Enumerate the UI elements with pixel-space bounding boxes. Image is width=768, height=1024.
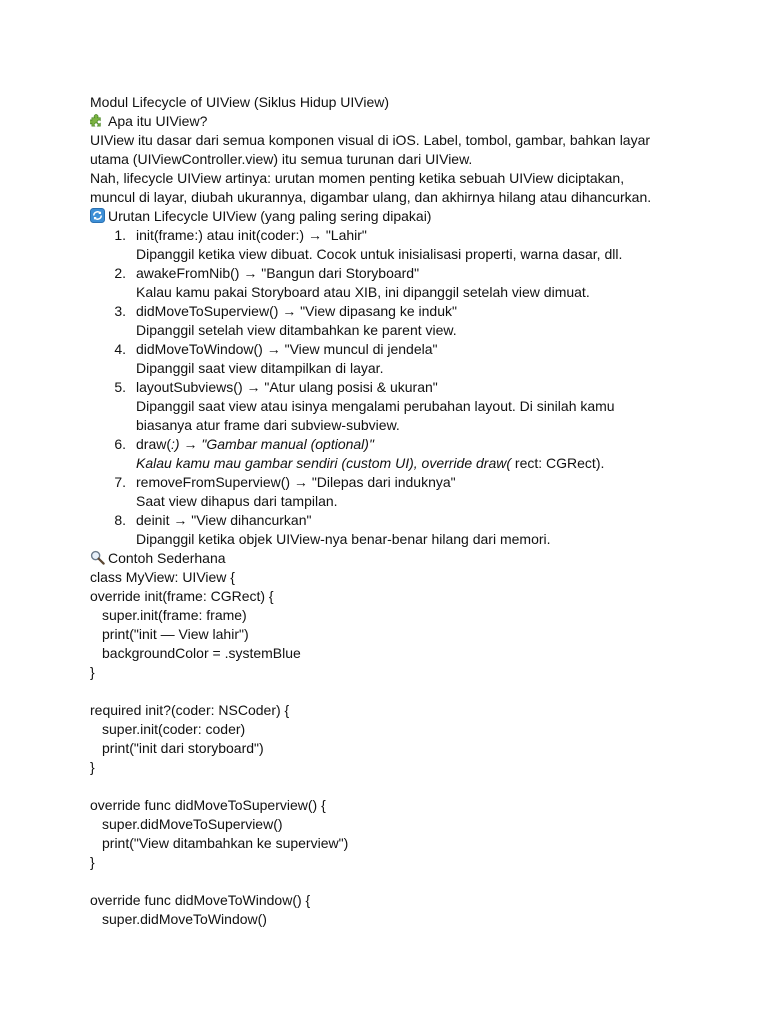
code-blank-line [90, 872, 690, 891]
code-line: } [90, 664, 95, 680]
refresh-cycle-icon [90, 208, 105, 223]
list-item-title [90, 435, 690, 454]
puzzle-piece-icon [90, 113, 105, 128]
code-line: print("init — View lahir") [102, 626, 249, 642]
code-blank-line [90, 777, 690, 796]
section-heading-example [90, 549, 690, 568]
list-item-number: 1. [114, 227, 126, 243]
section-heading-order-label: Urutan Lifecycle UIView (yang paling sering dipakai) [108, 208, 432, 224]
list-item-desc: Saat view dihapus dari tampilan. [136, 493, 338, 509]
section-heading-order [90, 207, 690, 226]
list-item-title-text: draw( [136, 436, 172, 452]
code-blank-line [90, 682, 690, 701]
code-line: super.init(coder: coder) [102, 721, 246, 737]
list-item-number: 8. [114, 512, 126, 528]
code-line: backgroundColor = .systemBlue [102, 645, 301, 661]
paragraph-line: Nah, lifecycle UIView artinya: urutan momen penting ketika sebuah UIView diciptakan, [90, 170, 625, 186]
code-line: super.didMoveToSuperview() [102, 816, 283, 832]
list-item-desc-plain: rect: CGRect). [511, 455, 605, 471]
code-line: override func didMoveToWindow() { [90, 892, 311, 908]
code-line: required init?(coder: NSCoder) { [90, 702, 290, 718]
code-line: override init(frame: CGRect) { [90, 588, 274, 604]
list-item-number: 6. [114, 436, 126, 452]
code-line: print("init dari storyboard") [102, 740, 264, 756]
section-heading-what [90, 112, 690, 131]
list-item-desc: Dipanggil ketika view dibuat. Cocok untuk inisialisasi properti, warna dasar, dll. [136, 246, 623, 262]
lifecycle-list [90, 226, 690, 549]
list-item-number: 2. [114, 265, 126, 281]
list-item-title [90, 226, 690, 245]
list-item-title [90, 340, 690, 359]
magnifier-icon [90, 550, 105, 565]
list-item-title-text: awakeFromNib() → "Bangun dari Storyboard" [136, 265, 420, 281]
list-item-title [90, 302, 690, 321]
list-item-desc: Dipanggil setelah view ditambahkan ke parent view. [136, 322, 457, 338]
paragraph-line: muncul di layar, diubah ukurannya, digambar ulang, dan akhirnya hilang atau dihancurkan. [90, 189, 652, 205]
list-item-title-text: didMoveToWindow() → "View muncul di jendela" [136, 341, 438, 357]
code-line: class MyView: UIView { [90, 569, 235, 585]
document-content [90, 93, 690, 929]
list-item-desc-italic: Kalau kamu mau gambar sendiri (custom UI), override draw( [136, 455, 512, 471]
code-line: } [90, 854, 95, 870]
list-item-number: 3. [114, 303, 126, 319]
list-item-title-italic: :) → "Gambar manual (optional)" [171, 436, 374, 452]
list-item-title-text: init(frame:) atau init(coder:) → "Lahir" [136, 227, 367, 243]
section-heading-example-label: Contoh Sederhana [108, 550, 226, 566]
paragraph-line: UIView itu dasar dari semua komponen visual di iOS. Label, tombol, gambar, bahkan layar [90, 132, 651, 148]
list-item-number: 7. [114, 474, 126, 490]
list-item-desc [90, 454, 690, 473]
list-item-title-text: layoutSubviews() → "Atur ulang posisi & ukuran" [136, 379, 438, 395]
document-title: Modul Lifecycle of UIView (Siklus Hidup UIView) [90, 94, 390, 110]
list-item-title-text: didMoveToSuperview() → "View dipasang ke induk" [136, 303, 457, 319]
code-line: print("View ditambahkan ke superview") [102, 835, 349, 851]
list-item-desc: biasanya atur frame dari subview-subview. [136, 417, 400, 433]
code-block [90, 568, 690, 929]
paragraph-line: utama (UIViewController.view) itu semua turunan dari UIView. [90, 151, 473, 167]
list-item-title [90, 378, 690, 397]
list-item-title [90, 473, 690, 492]
list-item-title-text: removeFromSuperview() → "Dilepas dari induknya" [136, 474, 456, 490]
code-line: } [90, 759, 95, 775]
list-item-desc: Dipanggil saat view ditampilkan di layar. [136, 360, 384, 376]
section-heading-what-label: Apa itu UIView? [108, 113, 208, 129]
list-item-desc: Dipanggil saat view atau isinya mengalami perubahan layout. Di sinilah kamu [136, 398, 615, 414]
list-item-number: 5. [114, 379, 126, 395]
list-item-title-text: deinit → "View dihancurkan" [136, 512, 312, 528]
code-line: override func didMoveToSuperview() { [90, 797, 326, 813]
intro-paragraph [90, 131, 690, 207]
list-item-title [90, 511, 690, 530]
list-item-number: 4. [114, 341, 126, 357]
code-line: super.didMoveToWindow() [102, 911, 267, 927]
list-item-desc: Kalau kamu pakai Storyboard atau XIB, ini dipanggil setelah view dimuat. [136, 284, 590, 300]
list-item-title [90, 264, 690, 283]
list-item-desc: Dipanggil ketika objek UIView-nya benar-benar hilang dari memori. [136, 531, 551, 547]
code-line: super.init(frame: frame) [102, 607, 247, 623]
